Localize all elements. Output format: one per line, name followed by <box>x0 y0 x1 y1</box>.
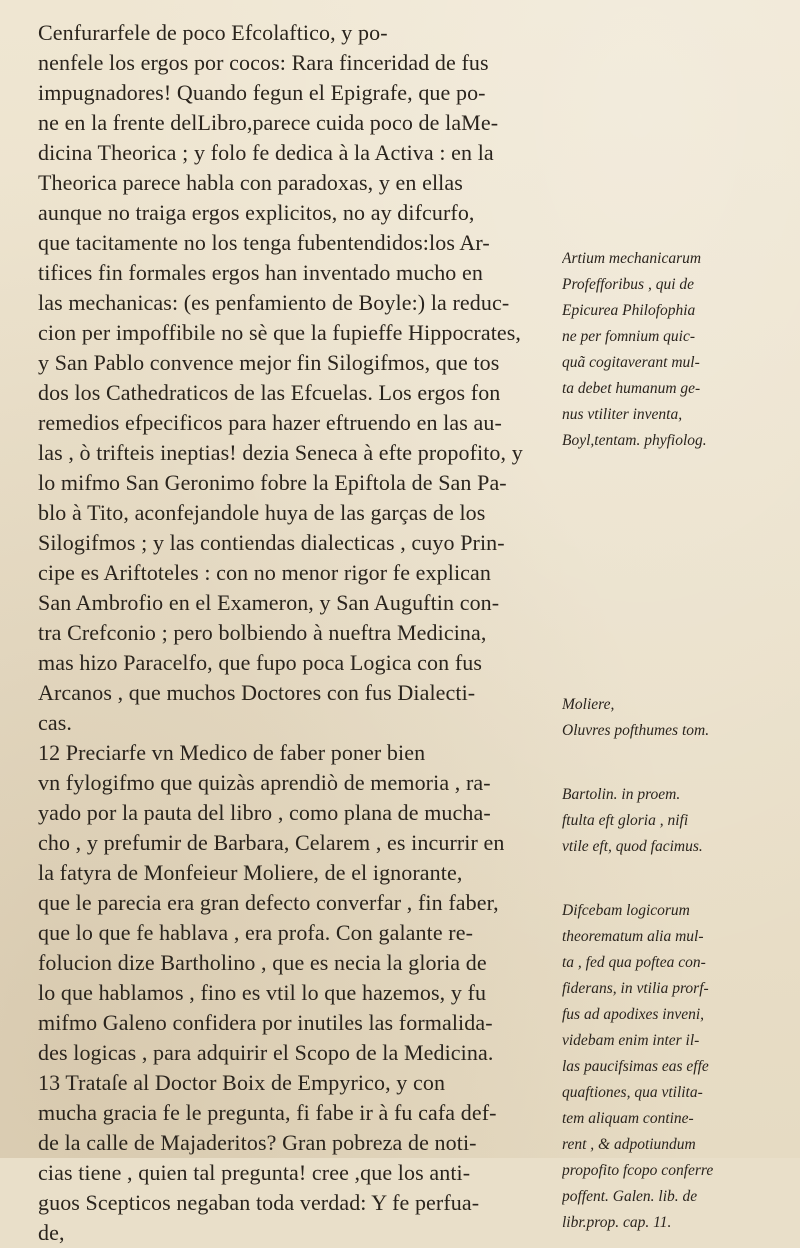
margin-notes-column <box>562 246 794 1236</box>
text-line: remedios efpecificos para hazer eftruendo en las au- <box>38 410 502 435</box>
text-line: San Ambrofio en el Exameron, y San Auguftin con- <box>38 590 500 615</box>
margin-note-line: ne per fomnium quic- <box>562 328 696 345</box>
margin-note-line: videbam enim inter il- <box>562 1032 700 1049</box>
text-line: dicina Theorica ; y folo fe dedica à la Activa : en la <box>38 140 494 165</box>
margin-note-line: Profefforibus , qui de <box>562 276 695 293</box>
margin-note-galen <box>562 898 794 1236</box>
margin-note-line: theorematum alia mul- <box>562 928 704 945</box>
margin-note-line: Difcebam logicorum <box>562 902 690 919</box>
text-line: cho , y prefumir de Barbara, Celarem , es incurrir en <box>38 830 505 855</box>
main-text-column <box>38 18 556 1248</box>
text-line: y San Pablo convence mejor fin Silogifmos, que tos <box>38 350 500 375</box>
text-line: mucha gracia fe le pregunta, fi fabe ir à fu cafa def- <box>38 1100 497 1125</box>
text-line: cipe es Ariftoteles : con no menor rigor fe explican <box>38 560 491 585</box>
text-line: Theorica parece habla con paradoxas, y en ellas <box>38 170 463 195</box>
margin-note-line: las paucifsimas eas effe <box>562 1058 709 1075</box>
margin-note-line: ta debet humanum ge- <box>562 380 701 397</box>
text-line: nenfele los ergos por cocos: Rara finceridad de fus <box>38 50 489 75</box>
text-line: aunque no traiga ergos explicitos, no ay difcurfo, <box>38 200 475 225</box>
margin-note-line: fiderans, in vtilia prorf- <box>562 980 709 997</box>
text-line: vn fylogifmo que quizàs aprendiò de memoria , ra- <box>38 770 491 795</box>
text-line: tra Crefconio ; pero bolbiendo à nueftra Medicina, <box>38 620 487 645</box>
text-line: la fatyra de Monfeieur Moliere, de el ignorante, <box>38 860 463 885</box>
text-line: cion per impoffibile no sè que la fupieffe Hippocrates, <box>38 320 522 345</box>
margin-note-line: Boyl,tentam. phyfiolog. <box>562 432 707 449</box>
text-line: cas. <box>38 710 72 735</box>
margin-note-line: propofito fcopo conferre <box>562 1162 714 1179</box>
margin-note-line: Bartolin. in proem. <box>562 786 681 803</box>
text-line: tifices fin formales ergos han inventado mucho en <box>38 260 483 285</box>
margin-note-moliere <box>562 692 794 744</box>
margin-note-line: vtile eft, quod facimus. <box>562 838 703 855</box>
text-line: yado por la pauta del libro , como plana de mucha- <box>38 800 491 825</box>
text-line: guos Scepticos negaban toda verdad: Y fe perfua- <box>38 1190 480 1215</box>
text-line: Arcanos , que muchos Doctores con fus Dialecti- <box>38 680 476 705</box>
text-line: impugnadores! Quando fegun el Epigrafe, que po- <box>38 80 486 105</box>
text-line: que lo que fe hablava , era profa. Con galante re- <box>38 920 474 945</box>
text-line: mas hizo Paracelfo, que fupo poca Logica con fus <box>38 650 483 675</box>
margin-note-line: quaftiones, qua vtilita- <box>562 1084 703 1101</box>
margin-note-line: libr.prop. cap. 11. <box>562 1214 672 1231</box>
text-line: folucion dize Bartholino , que es necia la gloria de <box>38 950 487 975</box>
text-line: lo que hablamos , fino es vtil lo que hazemos, y fu <box>38 980 487 1005</box>
margin-note-line: nus vtiliter inventa, <box>562 406 683 423</box>
margin-note-line: Epicurea Philofophia <box>562 302 696 319</box>
text-line: lo mifmo San Geronimo fobre la Epiftola de San Pa- <box>38 470 507 495</box>
text-line: Silogifmos ; y las contiendas dialecticas , cuyo Prin- <box>38 530 505 555</box>
margin-note-line: quã cogitaverant mul- <box>562 354 700 371</box>
margin-note-line: Moliere, <box>562 696 615 713</box>
margin-note-bartolin <box>562 782 794 860</box>
text-line: 12 Preciarfe vn Medico de faber poner bien <box>38 740 426 765</box>
text-line: des logicas , para adquirir el Scopo de la Medicina. <box>38 1040 494 1065</box>
margin-note-line: Artium mechanicarum <box>562 250 702 267</box>
text-line: mifmo Galeno confidera por inutiles las formalida- <box>38 1010 493 1035</box>
margin-note-boyle <box>562 246 794 454</box>
text-line: cias tiene , quien tal pregunta! cree ,que los anti- <box>38 1160 471 1185</box>
text-line: de la calle de Majaderitos? Gran pobreza de noti- <box>38 1130 477 1155</box>
text-line: las , ò trifteis ineptias! dezia Seneca à efte propofito, y <box>38 440 523 465</box>
text-line: las mechanicas: (es penfamiento de Boyle:) la reduc- <box>38 290 510 315</box>
text-line: que le parecia era gran defecto converfar , fin faber, <box>38 890 499 915</box>
margin-note-line: fus ad apodixes inveni, <box>562 1006 705 1023</box>
margin-note-line: tem aliquam contine- <box>562 1110 694 1127</box>
text-line: dos los Cathedraticos de las Efcuelas. Los ergos fon <box>38 380 501 405</box>
text-line: 13 Trataſe al Doctor Boix de Empyrico, y con <box>38 1070 446 1095</box>
text-line: ne en la frente delLibro,parece cuida poco de laMe- <box>38 110 499 135</box>
text-line: blo à Tito, aconfejandole huya de las garças de los <box>38 500 486 525</box>
margin-note-line: ftulta eft gloria , nifi <box>562 812 689 829</box>
margin-note-line: rent , & adpotiundum <box>562 1136 696 1153</box>
text-line: de, <box>38 1220 65 1245</box>
margin-note-line: ta , fed qua poftea con- <box>562 954 706 971</box>
margin-note-line: Oluvres pofthumes tom. <box>562 722 710 739</box>
margin-note-line: poffent. Galen. lib. de <box>562 1188 698 1205</box>
text-line: Cenfurarfele de poco Efcolaftico, y po- <box>38 20 388 45</box>
text-line: que tacitamente no los tenga fubentendidos:los Ar- <box>38 230 490 255</box>
